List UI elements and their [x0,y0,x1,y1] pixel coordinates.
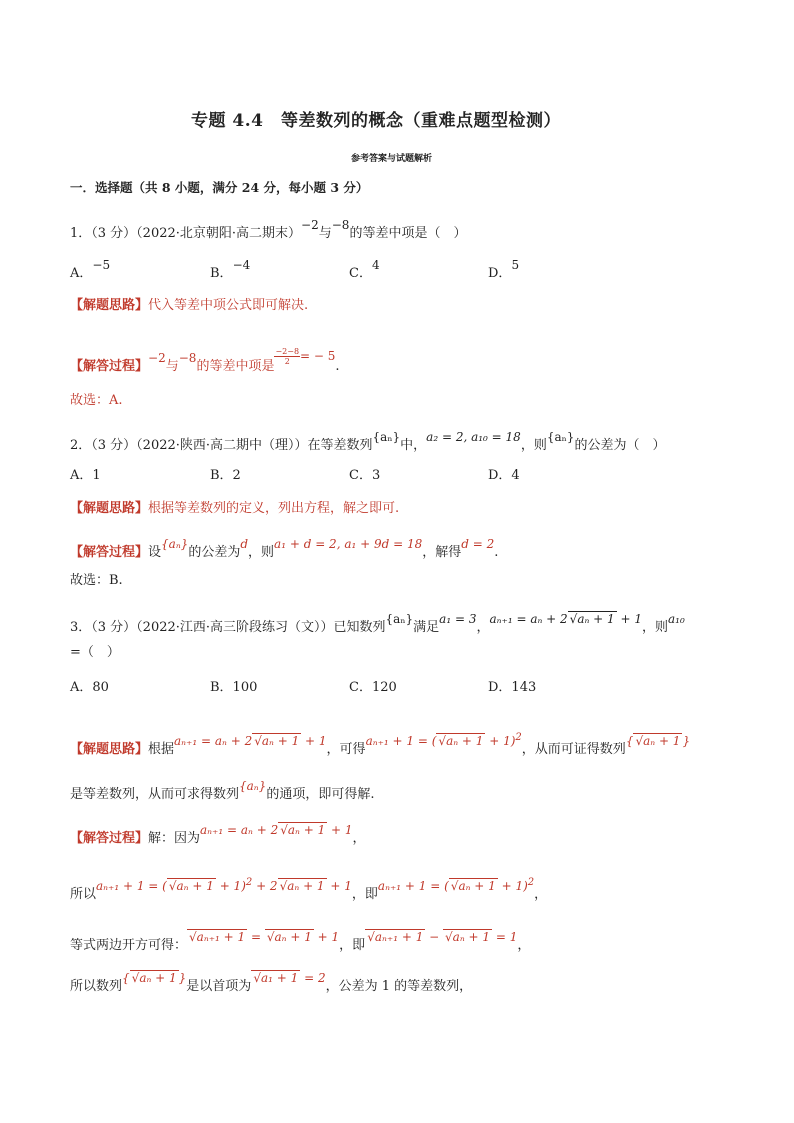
q2-option-a: A．1 [70,468,101,483]
q3-stem-pre: 3．（3 分）（2022·江西·高三阶段练习（文））已知数列 [70,620,386,635]
q2-option-c: C．3 [349,468,381,483]
sqrt-radicand: √aₙ + 1 [280,823,326,837]
q3-option-a: A．80 [70,680,109,695]
q1-option-d [488,258,520,281]
q2-answer: 故选：B. [70,573,123,588]
q1-stem-pre: 1．（3 分）（2022·北京朝阳·高二期末） [70,226,302,241]
sqrt-radicand: √aₙ + 1 [131,971,177,985]
q3-p1-pre: 解：因为 [148,831,201,846]
q2-idea [70,497,399,516]
q1-proc-text: 的等差中项是 [196,359,275,374]
q3-idea-sq-exp: 2 [515,732,522,743]
q3-p4-math [251,971,325,985]
sqrt-radicand: √aₙ + 1 [438,734,484,748]
q1-proc-mid: 与 [165,359,179,374]
q3-option-c: C．120 [349,680,397,695]
page-subtitle: 参考答案与试题解析 [351,154,433,164]
q3-p2-pre: 所以 [70,887,97,902]
idea-label: 【解题思路】 [70,742,149,757]
q3-idea [70,732,691,757]
q3-mid: 满足 [413,620,440,635]
q3-idea-line2-a: 是等差数列，从而可求得数列 [70,787,240,802]
q3-p4-rad2: a₁ + 1 [260,971,299,985]
idea-label: 【解题思路】 [70,298,149,313]
q1-proc-fraction [274,347,300,366]
q3-p2-rad1: aₙ + 1 [176,879,214,893]
q1-option-d-value: 5 [511,258,520,272]
section-heading: 一．选择题（共 8 小题，满分 24 分，每小题 3 分） [70,180,369,195]
sqrt-radicand: √aₙ₊₁ + 1 [367,930,424,944]
q3-p2-rad3: aₙ + 1 [458,879,496,893]
sqrt-radicand: √aₙ + 1 [266,930,312,944]
q1-option-a-value: −5 [92,258,111,272]
q3-p3-rad3: aₙ₊₁ + 1 [374,930,424,944]
q2-idea-text: 根据等差数列的定义，列出方程，解之即可. [148,501,400,516]
q2-stem-pre: 2．（3 分）（2022·陕西·高二期中（理））在等差数列 [70,438,373,453]
q3-p2-d: + 1 [326,879,352,893]
q3-p4-end: ，公差为 1 的等差数列， [325,979,473,994]
process-label: 【解答过程】 [70,359,149,374]
q3-p3-eq: = [247,930,265,944]
question-3-stem [70,612,685,635]
q3-p3-rad2: aₙ + 1 [274,930,312,944]
q3-p4-mid: 是以首项为 [186,979,252,994]
q3-idea-pre: 根据 [148,742,175,757]
q3-p2-f: + 1) [497,879,528,893]
q3-p3-math-2 [365,930,517,944]
process-label: 【解答过程】 [70,545,149,560]
q2-proc-seq: {aₙ} [161,537,189,551]
q3-p3-rad1: aₙ₊₁ + 1 [196,930,246,944]
page-title: 专题 4.4 等差数列的概念（重难点题型检测） [191,111,561,131]
q3-p2-mid: ，即 [351,887,378,902]
sqrt-radicand: √aₙ + 1 [569,612,615,626]
q3-p4-pre: 所以数列 [70,979,123,994]
q3-rec-rad: aₙ + 1 [577,612,615,626]
q3-p1-a: aₙ₊₁ = aₙ + 2 [200,823,279,837]
q1-option-b-value: −4 [232,258,251,272]
q2-option-b: B．2 [210,468,241,483]
q3-idea-rec-a: aₙ₊₁ = aₙ + 2 [174,734,253,748]
q3-seq: {aₙ} [385,612,414,626]
q3-idea-rec [174,734,327,748]
q3-idea-line2 [70,779,375,802]
q3-recurrence [489,612,642,626]
sqrt-radicand: √aₙ + 1 [445,930,491,944]
q1-option-a [70,258,111,281]
q3-p2-a: aₙ₊₁ + 1 = ( [96,879,167,893]
q2-proc-equations: a₁ + d = 2, a₁ + 9d = 18 [274,537,423,551]
q3-p1-b: + 1 [327,823,353,837]
q3-idea-mid: ，可得 [326,742,366,757]
q1-option-b [210,258,251,281]
q2-proc-pre: 设 [148,545,162,560]
q1-stem-post: 的等差中项是（ ） [349,226,467,241]
q3-p3-math-1 [187,930,339,944]
q3-option-b: B．100 [210,680,258,695]
fraction-denominator: 2 [284,357,290,366]
q3-idea-sq-b: + 1) [485,734,516,748]
q1-option-c-label: C． [349,266,372,281]
q3-p1-rad: aₙ + 1 [287,823,326,837]
sqrt-radicand: √aₙ + 1 [635,734,681,748]
q3-p4-rad: aₙ + 1 [139,971,177,985]
q3-rec-b: + 1 [616,612,642,626]
q3-comma: ， [476,620,490,635]
q1-answer: 故选：A. [70,393,123,408]
q3-idea-mid2: ，从而可证得数列 [521,742,626,757]
q1-idea-text: 代入等差中项公式即可解决. [148,298,309,313]
q2-proc-mid3: ，解得 [422,545,462,560]
q3-idea-sq-rad: aₙ + 1 [446,734,484,748]
question-1-stem [70,218,467,241]
q1-option-b-label: B． [210,266,233,281]
q3-idea-rec-rad: aₙ + 1 [261,734,300,748]
sqrt-radicand: √aₙ₊₁ + 1 [189,930,246,944]
q1-option-a-label: A． [70,266,93,281]
q3-a10: a₁₀ [668,612,685,626]
q3-process-3 [70,930,531,953]
q3-idea-seq-rad: aₙ + 1 [643,734,681,748]
q2-proc-mid2: ，则 [248,545,275,560]
q3-idea-sq-a: aₙ₊₁ + 1 = ( [365,734,437,748]
q1-option-c [349,258,380,281]
q1-option-d-label: D． [488,266,512,281]
q3-idea-line2-seq: {aₙ} [239,779,267,793]
q3-p3-rad4: aₙ + 1 [452,930,491,944]
q3-option-d: D．143 [488,680,537,695]
q3-p3-minus: − [425,930,444,944]
q2-seq-2: {aₙ} [546,430,575,444]
question-2-stem [70,430,666,453]
q3-idea-seq: { √aₙ + 1 } [625,734,691,748]
q3-process-2 [70,877,548,902]
sqrt-radicand: √aₙ + 1 [168,879,214,893]
process-label: 【解答过程】 [70,831,149,846]
fraction-numerator: −2−8 [275,347,300,356]
sqrt-radicand: √aₙ + 1 [279,879,325,893]
q3-p3-res: = 1 [492,930,518,944]
sqrt-radicand: √a₁ + 1 [253,971,299,985]
q1-idea [70,294,308,313]
q2-process [70,537,499,560]
q3-process-1 [70,823,366,846]
q3-idea-rec-b: + 1 [301,734,327,748]
idea-label: 【解题思路】 [70,501,149,516]
q1-proc-end: . [335,359,340,374]
q3-p2-math-1 [96,879,352,893]
sqrt-radicand: √aₙ + 1 [254,734,300,748]
q2-seq: {aₙ} [372,430,401,444]
q1-process [70,347,340,376]
q3-p2-rad2: aₙ + 1 [287,879,325,893]
q3-idea-line2-b: 的通项，即可得解. [266,787,375,802]
q3-post: ，则 [642,620,669,635]
q3-p2-exp: 2 [245,877,253,888]
q2-post2: 的公差为（ ） [574,438,666,453]
sqrt-radicand: √aₙ + 1 [450,879,496,893]
q1-option-c-value: 4 [371,258,380,272]
q3-p2-exp2: 2 [527,877,535,888]
q3-rec-a: aₙ₊₁ = aₙ + 2 [489,612,568,626]
q1-math-2: −8 [331,218,350,232]
q3-p2-e: aₙ₊₁ + 1 = ( [377,879,449,893]
q3-p1-math [200,823,353,837]
q3-p2-end: ， [534,887,548,902]
q2-post1: ，则 [520,438,547,453]
q3-a1: a₁ = 3 [439,612,477,626]
q1-proc-math-2: −8 [178,351,197,365]
q2-proc-end: . [494,545,499,560]
q2-option-d: D．4 [488,468,520,483]
q2-proc-d: d [240,537,249,551]
q1-proc-math-1: −2 [148,351,166,365]
q1-mid: 与 [318,226,332,241]
q1-proc-result: = − 5 [300,349,336,363]
q3-p3-pre: 等式两边开方可得： [70,938,188,953]
q3-process-4 [70,971,473,994]
q3-idea-square [366,734,522,748]
q2-mid: 中， [400,438,427,453]
q3-p3-b: + 1 [313,930,340,944]
q3-p3-end: ， [517,938,531,953]
q3-p2-b: + 1) [215,879,246,893]
q3-p4-eq: = 2 [300,971,326,985]
q3-line2: =（ ） [70,645,120,660]
q3-p4-seq: { √aₙ + 1 } [122,971,187,985]
q2-proc-mid: 的公差为 [188,545,241,560]
q1-math-1: −2 [301,218,319,232]
q2-condition: a₂ = 2, a₁₀ = 18 [426,430,521,444]
q3-p1-end: ， [352,831,366,846]
q3-p2-c: + 2 [252,879,278,893]
q3-p3-mid: ，即 [339,938,366,953]
q2-proc-solution: d = 2 [461,537,495,551]
q3-p2-math-2 [378,879,534,893]
